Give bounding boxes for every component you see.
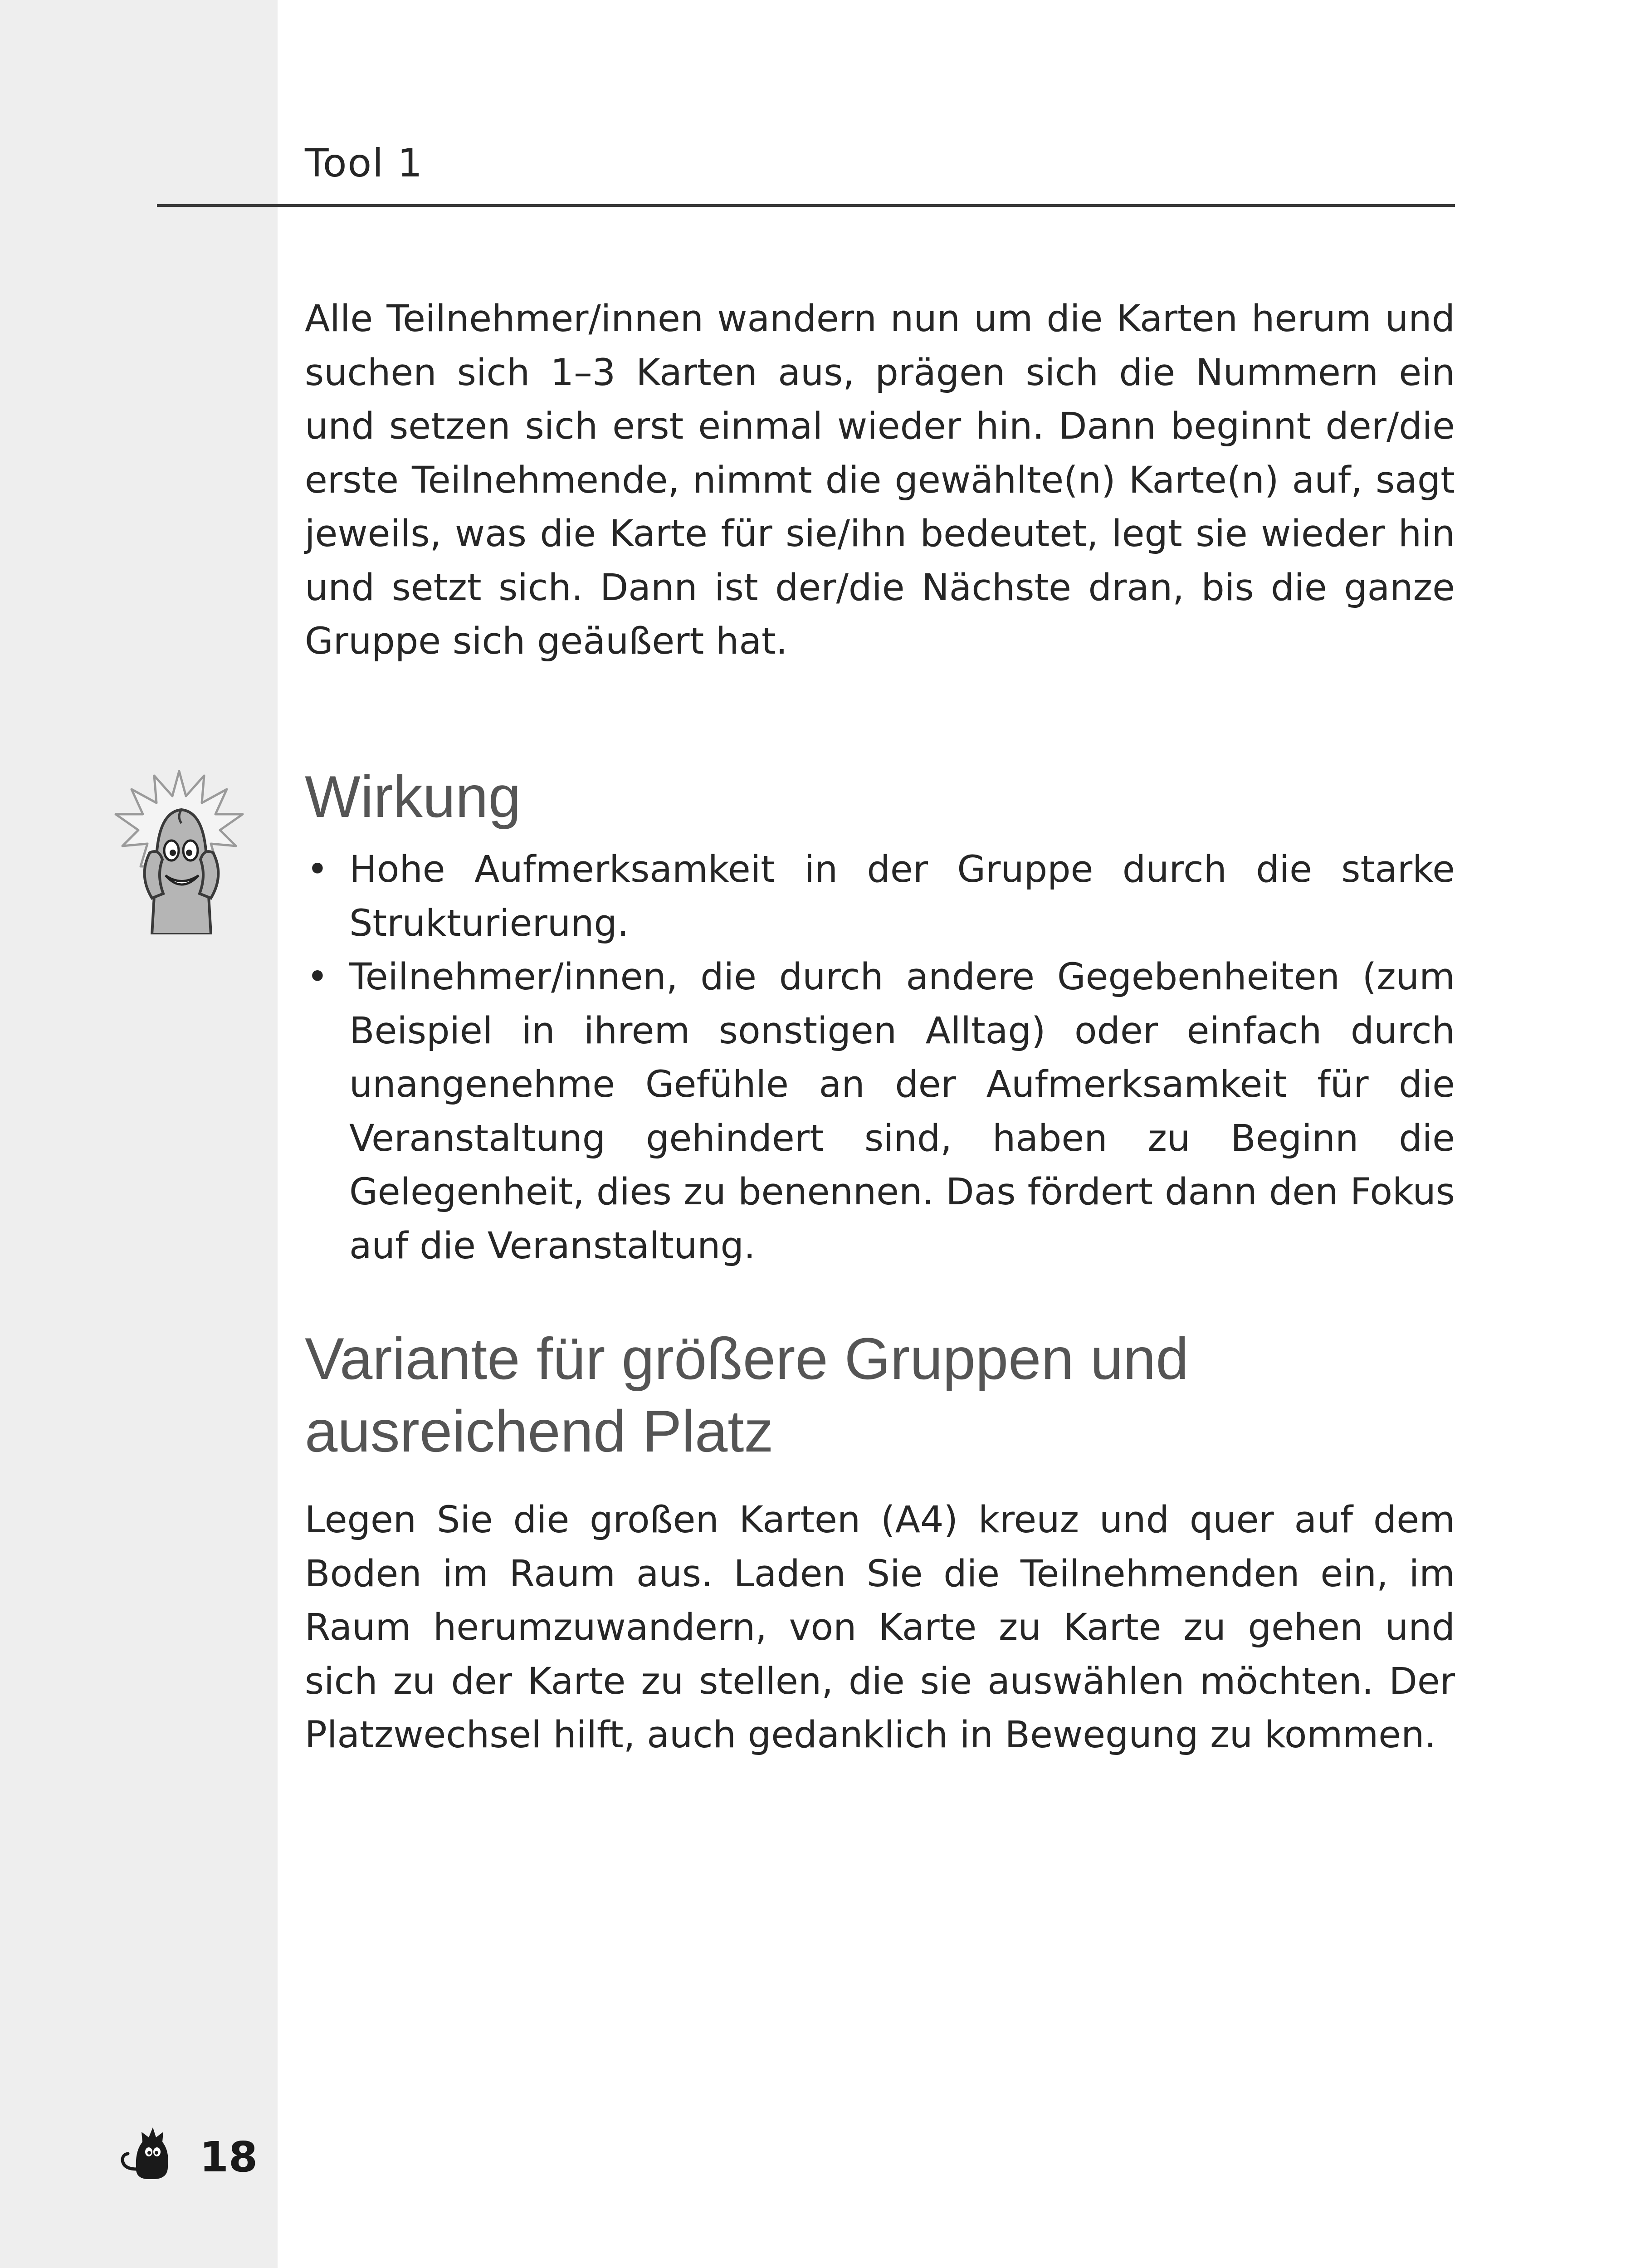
page-sidebar	[0, 0, 278, 2268]
wirkung-bullet-list	[305, 843, 1455, 1273]
list-item-text: Teilnehmer/innen, die durch andere Gegebenheiten (zum Beispiel in ihrem sonstigen Alltag) oder einfach durch unangenehme Gefühle an der Aufmerksamkeit für die Veranstaltung gehindert sind, haben zu Beginn die Gelegenheit, dies zu benennen. Das fördert dann den Fokus auf die Veranstaltung.	[349, 956, 1455, 1267]
list-item-text: Hohe Aufmerksamkeit in der Gruppe durch die starke Strukturierung.	[349, 848, 1455, 945]
list-item	[305, 950, 1455, 1273]
intro-paragraph: Alle Teilnehmer/innen wandern nun um die Karten herum und suchen sich 1–3 Karten aus, prägen sich die Nummern ein und setzen sich erst einmal wieder hin. Dann beginnt der/die erste Teilnehmende, nimmt die gewählte(n) Karte(n) auf, sagt jeweils, was die Karte für sie/ihn bedeutet, legt sie wieder hin und setzt sich. Dann ist der/die Nächste dran, bis die ganze Gruppe sich geäußert hat.	[305, 298, 1455, 663]
variante-paragraph: Legen Sie die großen Karten (A4) kreuz und quer auf dem Boden im Raum aus. Laden Sie die Teilnehmenden ein, im Raum herumzuwandern, von Karte zu Karte zu gehen und sich zu der Karte zu stellen, die sie auswählen möchten. Der Platzwechsel hilft, auch gedanklich in Bewegung zu kommen.	[305, 1499, 1455, 1756]
bullet-marker: •	[307, 848, 328, 891]
page-number: 18	[200, 2133, 258, 2181]
header-rule	[157, 204, 1455, 207]
bullet-marker: •	[307, 956, 328, 998]
section-heading-variante: Variante für größere Gruppen und ausreichend Platz	[305, 1325, 1189, 1464]
mascot-surprised-icon	[113, 762, 245, 934]
mascot-logo-icon	[119, 2124, 187, 2183]
page-header-label: Tool 1	[305, 141, 424, 186]
list-item	[305, 843, 1455, 950]
section-heading-wirkung: Wirkung	[305, 763, 521, 830]
